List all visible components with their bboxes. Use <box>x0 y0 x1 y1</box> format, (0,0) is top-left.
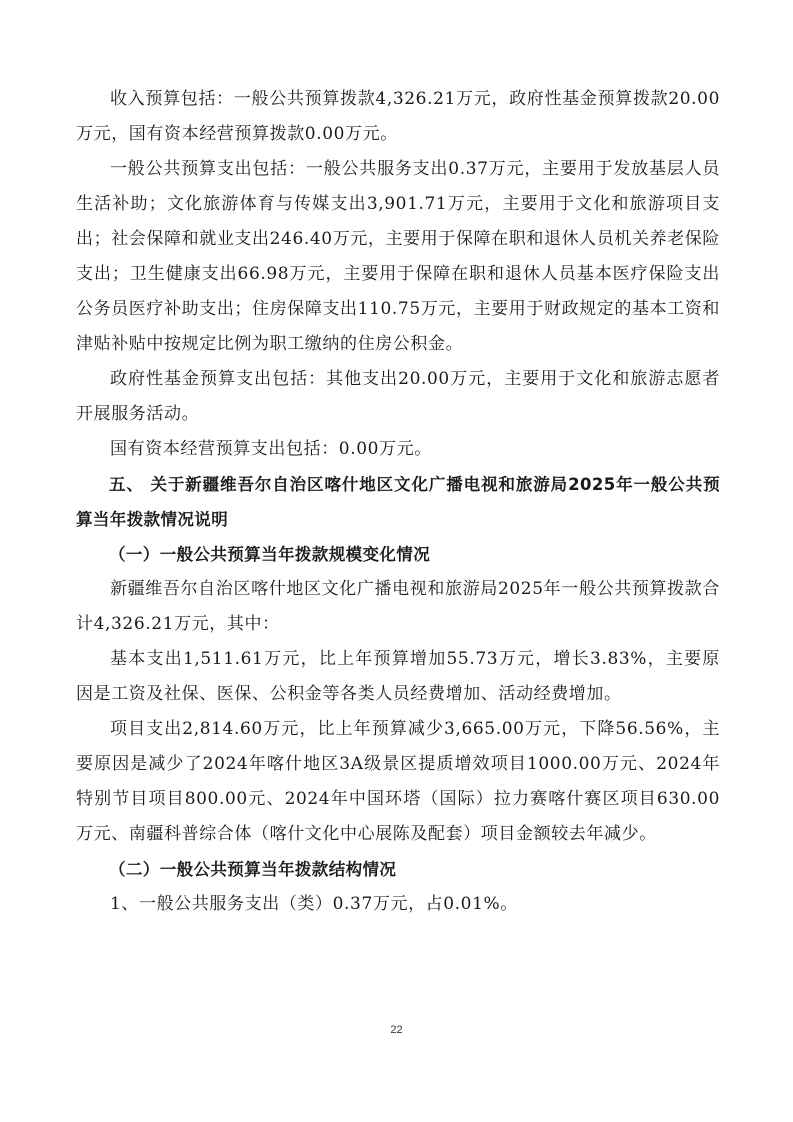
paragraph-general-public-services: 1、一般公共服务支出（类）0.37万元，占0.01%。 <box>110 894 518 914</box>
subsection-heading-structure: （二）一般公共预算当年拨款结构情况 <box>109 860 397 879</box>
paragraph-general-public-expenditure: 一般公共预算支出包括：一般公共服务支出0.37万元，主要用于发放基层人员生活补助；文化旅游体育与传媒支出3,901.71万元，主要用于文化和旅游项目支出；社会保障和就业支出246.40万元，主要用于保障在职和退休人员机关养老保险支出；卫生健康支出66.98万元，主要用于保障在职和退休人员基本医疗保险支出公务员医疗补助支出；住房保障支出110.75万元，主要用于财政规定的基本工资和津贴补贴中按规定比例为职工缴纳的住房公积金。 <box>76 159 720 354</box>
paragraph-state-capital-expenditure: 国有资本经营预算支出包括：0.00万元。 <box>110 439 432 459</box>
subsection-heading-scale-change: （一）一般公共预算当年拨款规模变化情况 <box>109 545 431 564</box>
paragraph-revenue-budget: 收入预算包括：一般公共预算拨款4,326.21万元，政府性基金预算拨款20.00万元，国有资本经营预算拨款0.00万元。 <box>76 89 720 144</box>
page-number: 22 <box>390 1024 403 1036</box>
section-heading-five: 五、 关于新疆维吾尔自治区喀什地区文化广播电视和旅游局2025年一般公共预算当年拨款情况说明 <box>76 475 720 529</box>
paragraph-project-expenditure: 项目支出2,814.60万元，比上年预算减少3,665.00万元，下降56.56%，主要原因是减少了2024年喀什地区3A级景区提质增效项目1000.00万元、2024年特别节目项目800.00元、2024年中国环塔（国际）拉力赛喀什赛区项目630.00万元、南疆科普综合体（喀什文化中心展陈及配套）项目金额较去年减少。 <box>76 719 720 844</box>
paragraph-basic-expenditure: 基本支出1,511.61万元，比上年预算增加55.73万元，增长3.83%，主要原因是工资及社保、医保、公积金等各类人员经费增加、活动经费增加。 <box>76 649 720 704</box>
paragraph-government-fund-expenditure: 政府性基金预算支出包括：其他支出20.00万元，主要用于文化和旅游志愿者开展服务活动。 <box>76 369 720 424</box>
document-page <box>76 82 720 922</box>
paragraph-total-appropriation: 新疆维吾尔自治区喀什地区文化广播电视和旅游局2025年一般公共预算拨款合计4,326.21万元，其中： <box>76 579 720 634</box>
